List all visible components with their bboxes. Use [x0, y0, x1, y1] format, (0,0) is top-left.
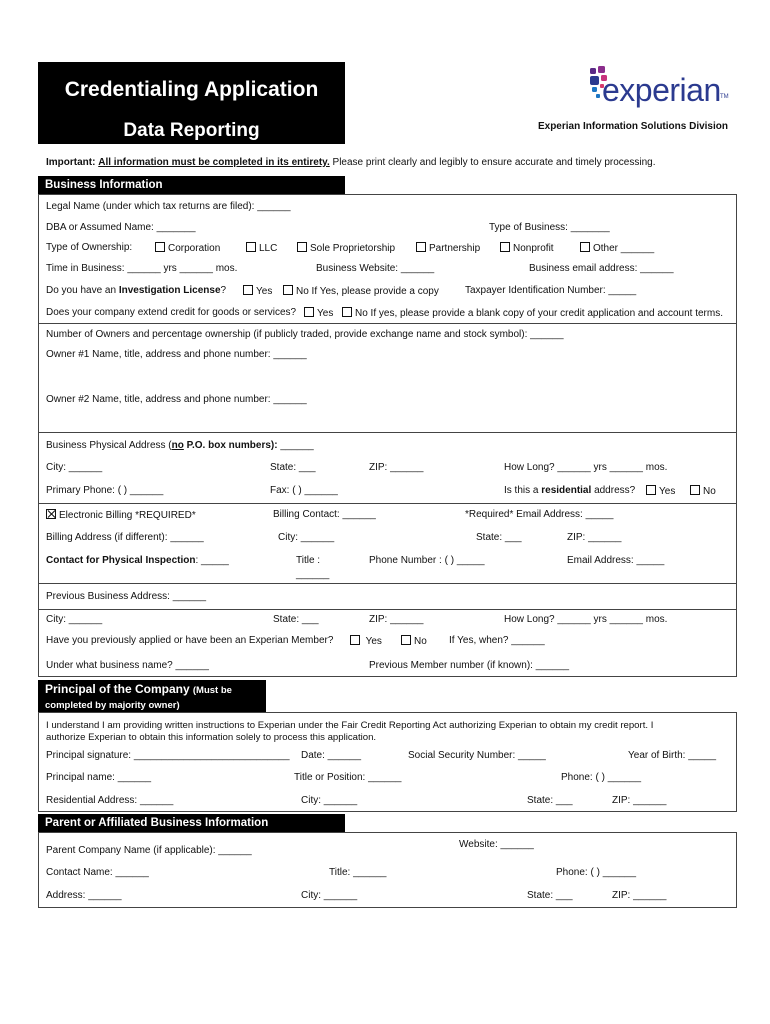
credit-no-option[interactable]: No If yes, please provide a blank copy of your credit application and account terms.: [342, 307, 723, 319]
fax-field[interactable]: Fax: ( ) ______: [270, 485, 338, 496]
inspection-title-label: Title :: [296, 555, 321, 566]
dba-field[interactable]: DBA or Assumed Name: _______: [46, 222, 196, 233]
principal-date-field[interactable]: Date: ______: [301, 750, 362, 761]
previous-member-number-field[interactable]: Previous Member number (if known): ______: [369, 660, 570, 671]
previous-state-field[interactable]: State: ___: [273, 614, 319, 625]
type-of-ownership-label: Type of Ownership:: [46, 242, 133, 253]
investigation-yes-option[interactable]: Yes: [243, 285, 272, 297]
residential-question: Is this a residential address?: [504, 485, 636, 496]
principal-zip-field[interactable]: ZIP: ______: [612, 795, 667, 806]
nonprofit-checkbox[interactable]: [500, 242, 510, 252]
physical-state-field[interactable]: State: ___: [270, 462, 316, 473]
principal-name-field[interactable]: Principal name: ______: [46, 772, 152, 783]
billing-address-field[interactable]: Billing Address (if different): ______: [46, 532, 204, 543]
credit-no-checkbox[interactable]: [342, 307, 352, 317]
inspection-email-field[interactable]: Email Address: _____: [567, 555, 665, 566]
owner1-field[interactable]: Owner #1 Name, title, address and phone number: ______: [46, 349, 307, 360]
principal-title-field[interactable]: Title or Position: ______: [294, 772, 402, 783]
required-email-field[interactable]: *Required* Email Address: _____: [465, 509, 614, 520]
investigation-no-option[interactable]: No If Yes, please provide a copy: [283, 285, 439, 297]
division-label: Experian Information Solutions Division: [537, 121, 728, 132]
parent-zip-field[interactable]: ZIP: ______: [612, 890, 667, 901]
time-in-business-field[interactable]: Time in Business: ______ yrs ______ mos.: [46, 263, 238, 274]
parent-website-field[interactable]: Website: ______: [459, 839, 534, 850]
fcra-statement-line2: authorize Experian to obtain this information solely to process this application.: [46, 732, 377, 743]
llc-option[interactable]: LLC: [246, 242, 277, 254]
credit-yes-option[interactable]: Yes: [304, 307, 333, 319]
divider: [38, 323, 737, 324]
residential-yes-checkbox[interactable]: [646, 485, 656, 495]
title-block: [38, 62, 345, 144]
business-information-heading: Business Information: [38, 176, 345, 194]
investigation-yes-checkbox[interactable]: [243, 285, 253, 295]
inspection-title-field[interactable]: ______: [296, 569, 330, 580]
principal-heading: Principal of the Company (Must be completed by majority owner): [38, 680, 266, 712]
logo-text: experian: [602, 72, 721, 108]
previous-zip-field[interactable]: ZIP: ______: [369, 614, 424, 625]
important-label: Important:: [46, 157, 96, 168]
principal-phone-field[interactable]: Phone: ( ) ______: [561, 772, 642, 783]
tin-field[interactable]: Taxpayer Identification Number: _____: [465, 285, 637, 296]
parent-contact-name-field[interactable]: Contact Name: ______: [46, 867, 149, 878]
previous-city-field[interactable]: City: ______: [46, 614, 103, 625]
parent-city-field[interactable]: City: ______: [301, 890, 358, 901]
corporation-option[interactable]: Corporation: [155, 242, 220, 254]
physical-zip-field[interactable]: ZIP: ______: [369, 462, 424, 473]
previous-address-field[interactable]: Previous Business Address: ______: [46, 591, 207, 602]
if-yes-when-field[interactable]: If Yes, when? ______: [449, 635, 545, 646]
primary-phone-field[interactable]: Primary Phone: ( ) ______: [46, 485, 164, 496]
principal-state-field[interactable]: State: ___: [527, 795, 573, 806]
investigation-license-question: Do you have an Investigation License?: [46, 285, 227, 296]
principal-city-field[interactable]: City: ______: [301, 795, 358, 806]
inspection-phone-field[interactable]: Phone Number : ( ) _____: [369, 555, 485, 566]
billing-zip-field[interactable]: ZIP: ______: [567, 532, 622, 543]
physical-how-long-field[interactable]: How Long? ______ yrs ______ mos.: [504, 462, 668, 473]
parent-company-name-field[interactable]: Parent Company Name (if applicable): ______: [46, 845, 252, 856]
parent-state-field[interactable]: State: ___: [527, 890, 573, 901]
form-title: Credentialing Application: [64, 78, 319, 101]
principal-signature-field[interactable]: Principal signature: ____________________________: [46, 750, 290, 761]
sole-proprietorship-option[interactable]: Sole Proprietorship: [297, 242, 395, 254]
owner2-field[interactable]: Owner #2 Name, title, address and phone number: ______: [46, 394, 307, 405]
parent-address-field[interactable]: Address: ______: [46, 890, 122, 901]
physical-city-field[interactable]: City: ______: [46, 462, 103, 473]
sole-proprietorship-checkbox[interactable]: [297, 242, 307, 252]
partnership-checkbox[interactable]: [416, 242, 426, 252]
partnership-option[interactable]: Partnership: [416, 242, 480, 254]
residential-yes-option[interactable]: Yes: [646, 485, 675, 497]
owners-field[interactable]: Number of Owners and percentage ownership (if publicly traded, provide exchange name and stock symbol): ______: [46, 329, 564, 340]
logo-tm: TM: [720, 94, 729, 100]
billing-contact-field[interactable]: Billing Contact: ______: [273, 509, 376, 520]
parent-title-field[interactable]: Title: ______: [329, 867, 387, 878]
nonprofit-option[interactable]: Nonprofit: [500, 242, 554, 254]
investigation-no-checkbox[interactable]: [283, 285, 293, 295]
extend-credit-question: Does your company extend credit for goods or services?: [46, 307, 297, 318]
electronic-billing-checkbox[interactable]: [46, 509, 56, 519]
previously-applied-question: Have you previously applied or have been an Experian Member?: [46, 635, 334, 646]
legal-name-field[interactable]: Legal Name (under which tax returns are filed): ______: [46, 201, 291, 212]
divider: [38, 503, 737, 504]
other-checkbox[interactable]: [580, 242, 590, 252]
residential-no-checkbox[interactable]: [690, 485, 700, 495]
billing-state-field[interactable]: State: ___: [476, 532, 522, 543]
electronic-billing-option[interactable]: Electronic Billing *REQUIRED*: [46, 509, 196, 521]
principal-residential-address-field[interactable]: Residential Address: ______: [46, 795, 174, 806]
divider: [38, 609, 737, 610]
business-website-field[interactable]: Business Website: ______: [316, 263, 435, 274]
contact-physical-inspection-field[interactable]: Contact for Physical Inspection: _____: [46, 555, 229, 566]
previous-how-long-field[interactable]: How Long? ______ yrs ______ mos.: [504, 614, 668, 625]
residential-no-option[interactable]: No: [690, 485, 716, 497]
divider: [38, 432, 737, 433]
other-option[interactable]: Other ______: [580, 242, 654, 254]
type-of-business-field[interactable]: Type of Business: _______: [489, 222, 610, 233]
llc-checkbox[interactable]: [246, 242, 256, 252]
business-email-field[interactable]: Business email address: ______: [529, 263, 674, 274]
important-rest: Please print clearly and legibly to ensure accurate and timely processing.: [332, 157, 656, 168]
fcra-statement-line1: I understand I am providing written instructions to Experian under the Fair Credit Reporting Act authorizing Experian to obtain my credit report. I: [46, 720, 654, 731]
previously-applied-no-option[interactable]: No: [401, 635, 427, 647]
important-emphasis: All information must be completed in its entirety.: [98, 157, 330, 168]
previously-applied-yes-option[interactable]: Yes: [350, 635, 382, 647]
credit-yes-checkbox[interactable]: [304, 307, 314, 317]
important-notice: [46, 157, 655, 168]
principal-ssn-field[interactable]: Social Security Number: _____: [408, 750, 546, 761]
corporation-checkbox[interactable]: [155, 242, 165, 252]
form-subtitle: Data Reporting: [123, 120, 260, 141]
previously-applied-yes-checkbox[interactable]: [350, 635, 360, 645]
principal-year-of-birth-field[interactable]: Year of Birth: _____: [628, 750, 717, 761]
parent-heading: Parent or Affiliated Business Information: [38, 814, 345, 832]
parent-phone-field[interactable]: Phone: ( ) ______: [556, 867, 637, 878]
divider: [38, 583, 737, 584]
billing-city-field[interactable]: City: ______: [278, 532, 335, 543]
previously-applied-no-checkbox[interactable]: [401, 635, 411, 645]
physical-address-field[interactable]: Business Physical Address (no P.O. box numbers): ______: [46, 440, 314, 451]
under-business-name-field[interactable]: Under what business name? ______: [46, 660, 209, 671]
